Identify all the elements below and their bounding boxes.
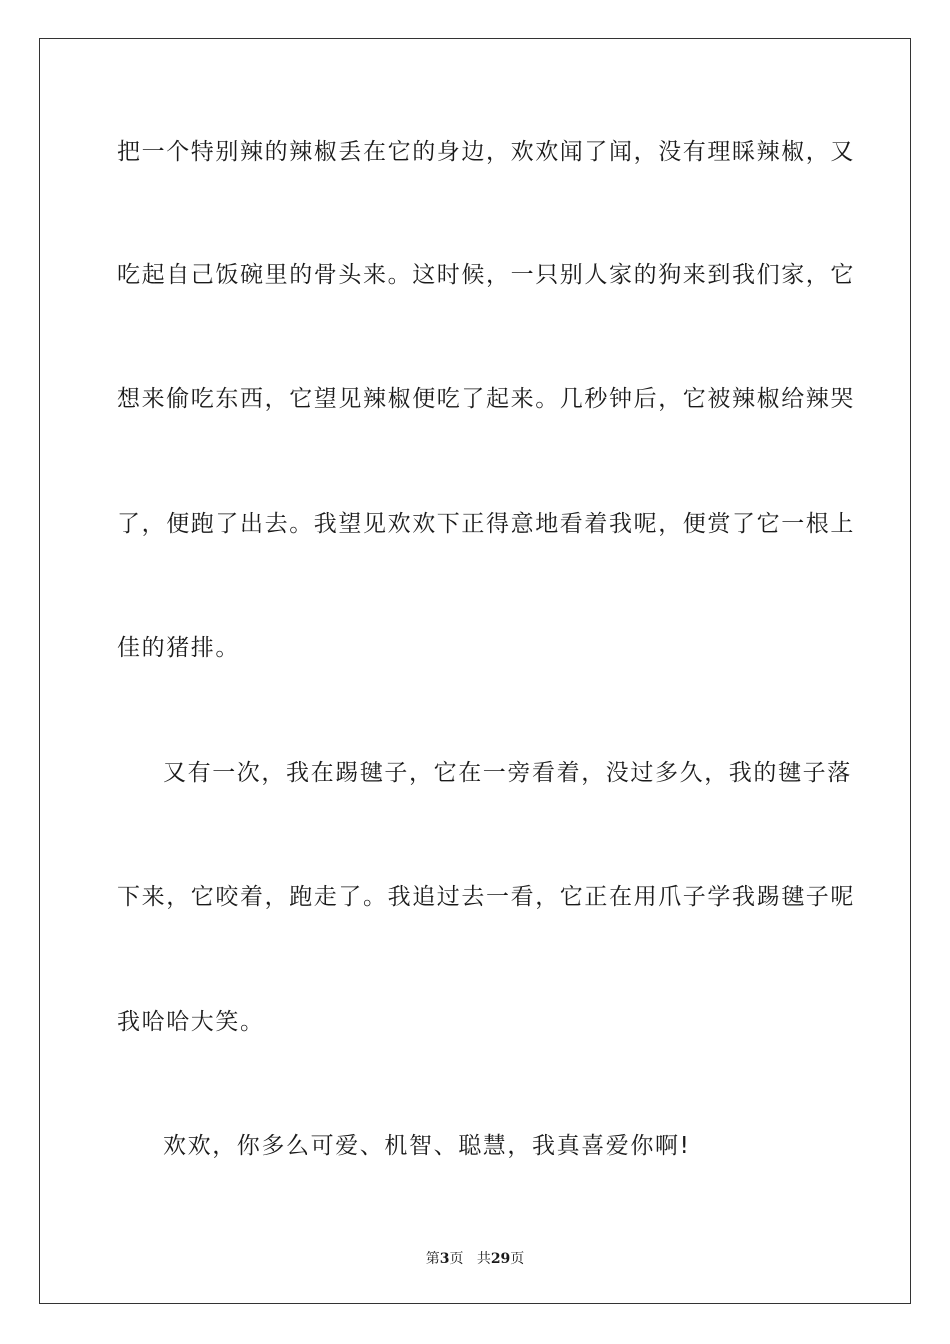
- page-suffix: 页: [449, 1251, 464, 1267]
- page-footer: [0, 1248, 950, 1268]
- page-prefix: 第: [425, 1251, 440, 1267]
- text-line-6: 又有一次，我在踢毽子，它在一旁看着，没过多久，我的毽子落: [163, 760, 852, 786]
- text-line-7: 下来，它咬着，跑走了。我追过去一看，它正在用爪子学我踢毽子呢: [117, 884, 855, 910]
- text-line-3: 想来偷吃东西，它望见辣椒便吃了起来。几秒钟后，它被辣椒给辣哭: [117, 386, 855, 412]
- total-prefix: 共: [476, 1251, 491, 1267]
- text-line-9: 欢欢，你多么可爱、机智、聪慧，我真喜爱你啊!: [163, 1133, 691, 1159]
- text-line-8: 我哈哈大笑。: [117, 1009, 265, 1035]
- page-total: 29: [490, 1251, 511, 1267]
- text-line-4: 了，便跑了出去。我望见欢欢下正得意地看着我呢，便赏了它一根上: [117, 511, 855, 537]
- text-line-5: 佳的猪排。: [117, 635, 240, 661]
- text-line-1: 把一个特别辣的辣椒丢在它的身边，欢欢闻了闻，没有理睬辣椒，又: [117, 139, 855, 165]
- total-suffix: 页: [510, 1251, 525, 1267]
- page-border: [39, 38, 911, 1304]
- text-line-2: 吃起自己饭碗里的骨头来。这时候，一只别人家的狗来到我们家，它: [117, 262, 855, 288]
- page-current: 3: [439, 1251, 450, 1267]
